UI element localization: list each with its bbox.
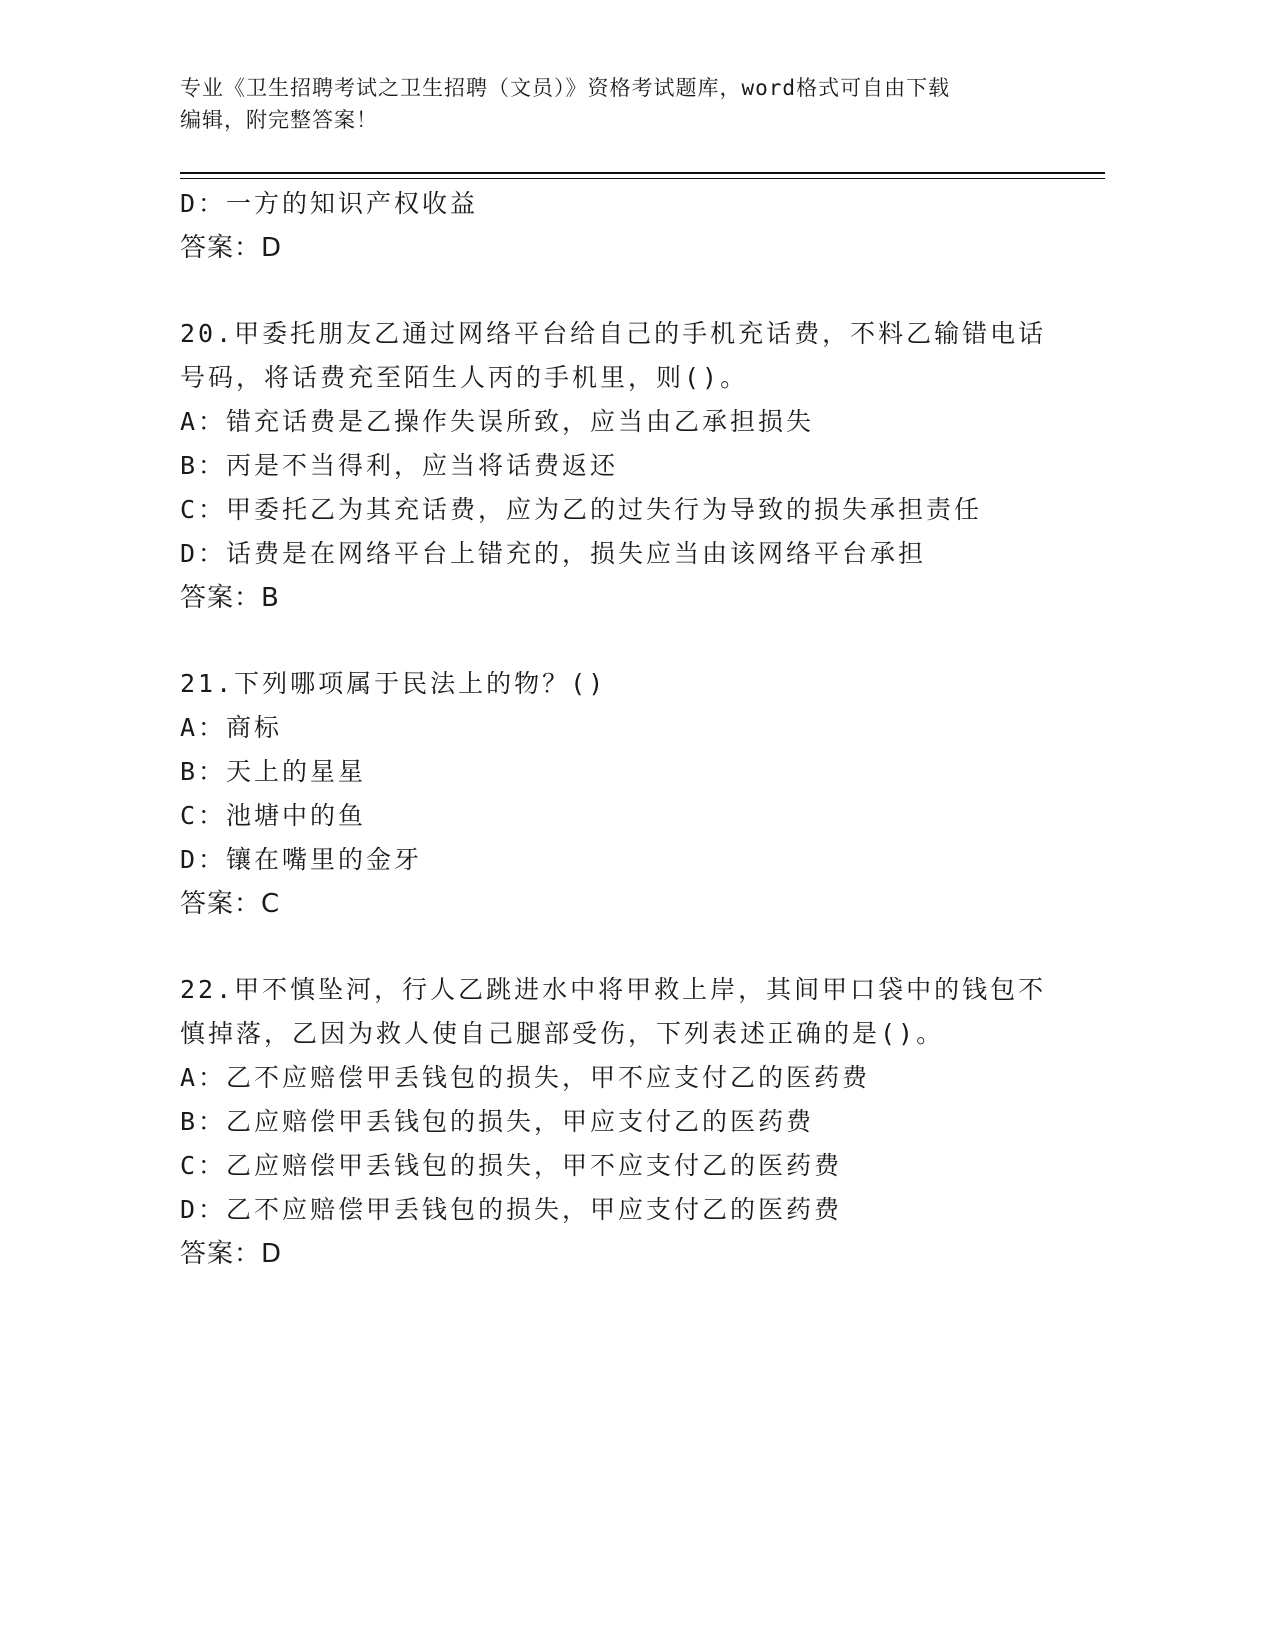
question-stem-line: 号码，将话费充至陌生人丙的手机里，则()。 [180,363,749,392]
question-21 [180,662,1080,926]
document-header [180,72,1060,136]
option-b: B：乙应赔偿甲丢钱包的损失，甲应支付乙的医药费 [180,1107,815,1136]
question-stem-line: 20.甲委托朋友乙通过网络平台给自己的手机充话费，不料乙输错电话 [180,319,1047,348]
answer-line: 答案：D [180,233,283,263]
option-a: A：乙不应赔偿甲丢钱包的损失，甲不应支付乙的医药费 [180,1063,871,1092]
question-stem-line: 22.甲不慎坠河，行人乙跳进水中将甲救上岸，其间甲口袋中的钱包不 [180,975,1047,1004]
answer-line: 答案：C [180,889,281,919]
option-d: D：乙不应赔偿甲丢钱包的损失，甲应支付乙的医药费 [180,1195,843,1224]
question-22 [180,968,1080,1276]
header-rule-thick [180,172,1105,174]
answer-line: 答案：B [180,583,280,613]
question-stem-line: 慎掉落，乙因为救人使自己腿部受伤，下列表述正确的是()。 [180,1019,945,1048]
document-body [180,182,1080,1276]
question-20 [180,312,1080,620]
header-rule-thin [180,178,1105,179]
option-d: D：一方的知识产权收益 [180,189,479,218]
option-b: B：丙是不当得利，应当将话费返还 [180,451,619,480]
question-stem-line: 21.下列哪项属于民法上的物？() [180,669,607,698]
option-c: C：池塘中的鱼 [180,801,367,830]
option-a: A：错充话费是乙操作失误所致，应当由乙承担损失 [180,407,815,436]
continued-question [180,182,1080,270]
header-line-2: 编辑，附完整答案！ [180,108,378,132]
answer-line: 答案：D [180,1239,283,1269]
option-d: D：镶在嘴里的金牙 [180,845,423,874]
option-d: D：话费是在网络平台上错充的，损失应当由该网络平台承担 [180,539,927,568]
option-a: A：商标 [180,713,283,742]
option-c: C：乙应赔偿甲丢钱包的损失，甲不应支付乙的医药费 [180,1151,843,1180]
option-b: B：天上的星星 [180,757,367,786]
header-line-1: 专业《卫生招聘考试之卫生招聘（文员）》资格考试题库，word格式可自由下载 [180,76,951,100]
option-c: C：甲委托乙为其充话费，应为乙的过失行为导致的损失承担责任 [180,495,983,524]
